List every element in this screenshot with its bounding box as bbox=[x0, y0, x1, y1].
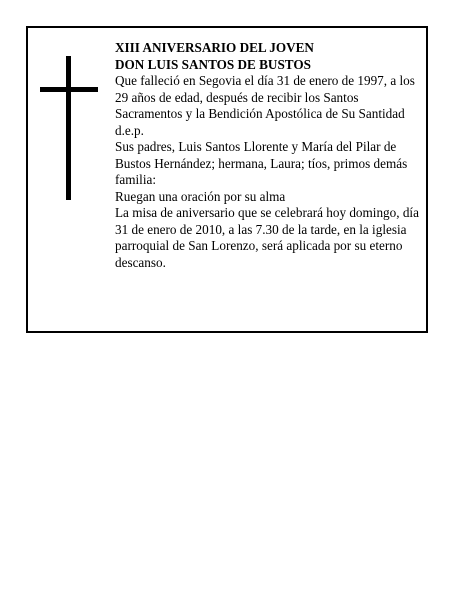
cross-horizontal-bar bbox=[40, 87, 98, 92]
notice-paragraph-death: Que falleció en Segovia el día 31 de enero de 1997, a los 29 años de edad, después de recibir los Santos Sacramentos y la Bendición Apostólica de Su Santidad d.e.p. bbox=[115, 73, 415, 138]
cross-icon bbox=[40, 56, 98, 200]
obituary-notice bbox=[26, 26, 428, 333]
notice-paragraph-mass: La misa de aniversario que se celebrará hoy domingo, día 31 de enero de 2010, a las 7.30 de la tarde, en la iglesia parroquial de San Lorenzo, será aplicada por su eterno descanso. bbox=[115, 205, 419, 270]
notice-text bbox=[115, 40, 421, 271]
notice-heading-anniversary: XIII ANIVERSARIO DEL JOVEN bbox=[115, 40, 314, 55]
notice-paragraph-family: Sus padres, Luis Santos Llorente y María del Pilar de Bustos Hernández; hermana, Laura; tíos, primos demás familia: bbox=[115, 139, 408, 187]
notice-heading-name: DON LUIS SANTOS DE BUSTOS bbox=[115, 56, 311, 72]
notice-paragraph-prayer: Ruegan una oración por su alma bbox=[115, 188, 286, 204]
cross-vertical-bar bbox=[66, 56, 71, 200]
